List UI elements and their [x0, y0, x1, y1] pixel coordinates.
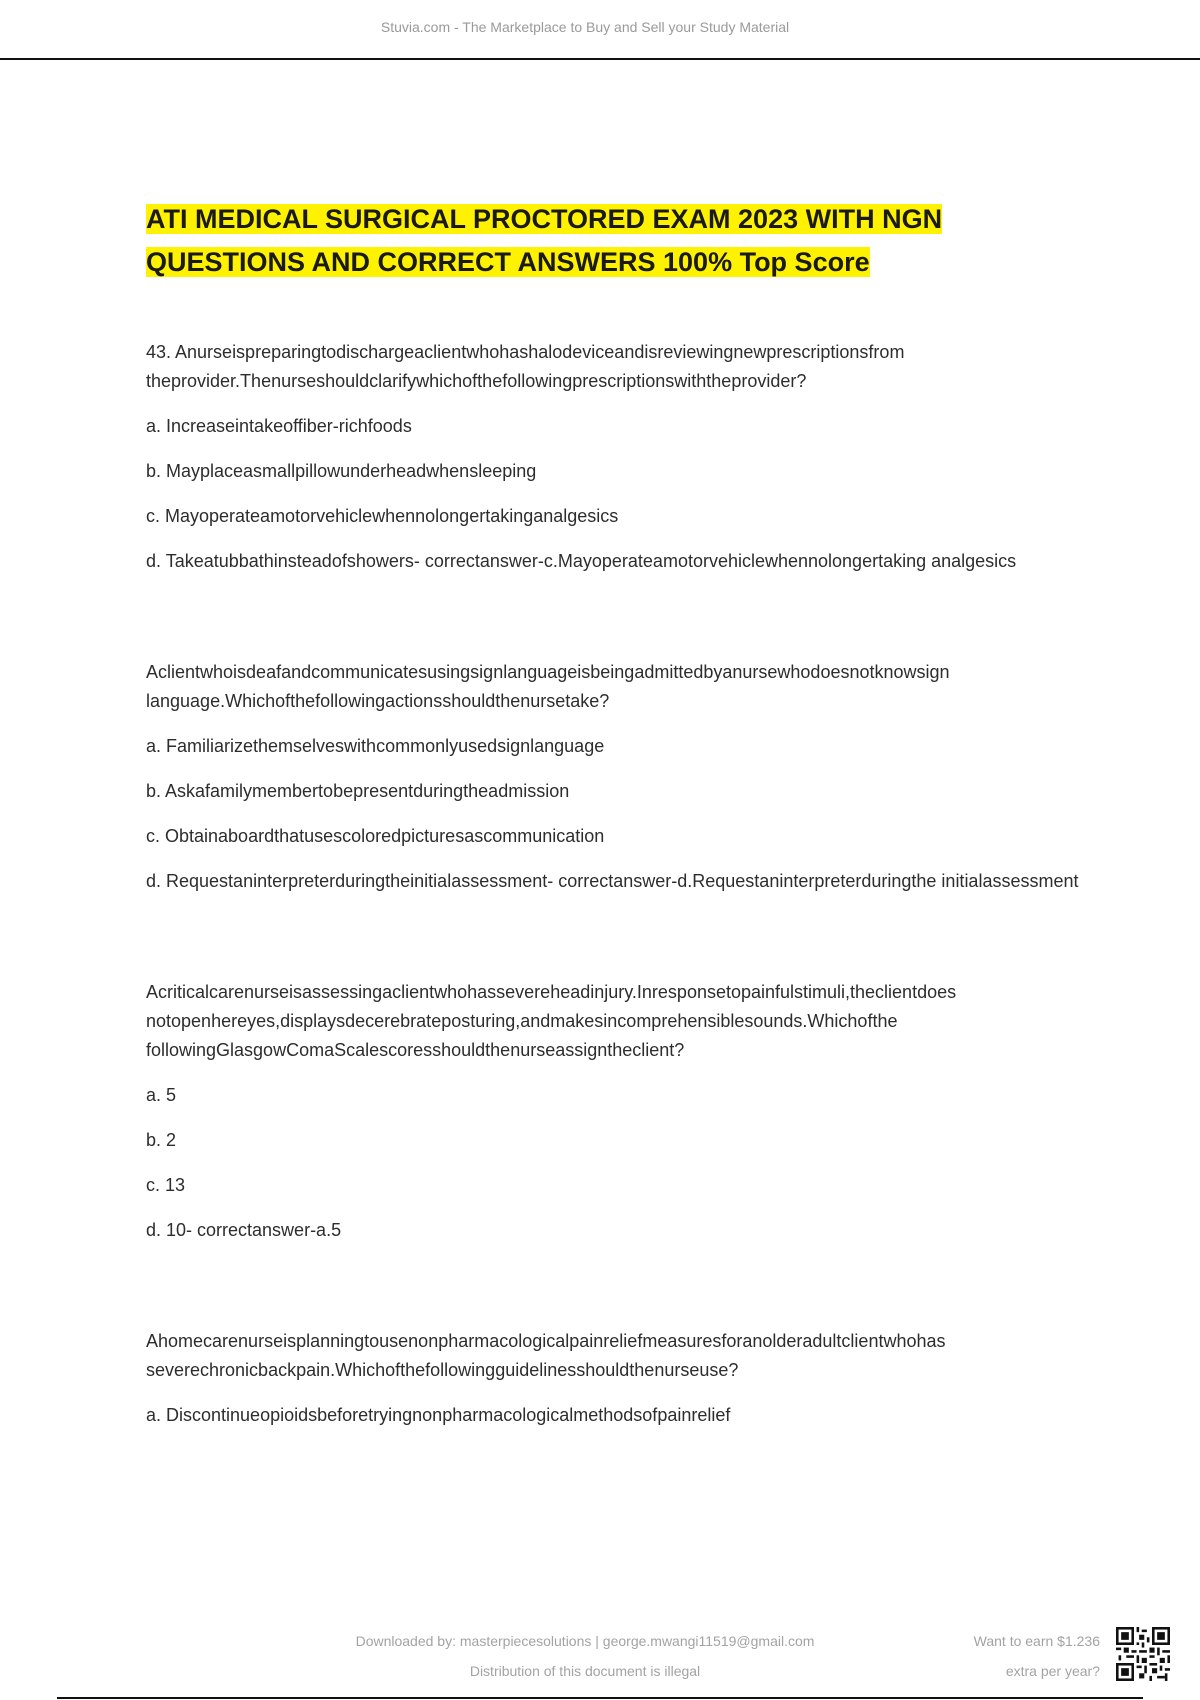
question-text: Acriticalcarenurseisassessingaclientwhohassevereheadinjury.Inresponsetopainfulstimuli,theclientdoes notopenhereyes,displaysdecerebrateposturing,andmakesincomprehensiblesounds.Whichofthe followingGlasgowComaScalescoresshouldthenurseassigntheclient?: [146, 982, 957, 1060]
answer-option: d. Takeatubbathinsteadofshowers- correctanswer-c.Mayoperateamotorvehiclewhennolongertaking analgesics: [146, 551, 1017, 571]
footer-distribution-notice: Distribution of this document is illegal: [469, 1663, 701, 1679]
answer-option: a. 5: [146, 1085, 177, 1105]
document-body: [146, 198, 1086, 1446]
spacer: [146, 1261, 1086, 1327]
spacer: [146, 912, 1086, 978]
answer-option: a. Familiarizethemselveswithcommonlyusedsignlanguage: [146, 736, 605, 756]
question-block-3: [146, 978, 1086, 1245]
answer-option: d. 10- correctanswer-a.5: [146, 1220, 342, 1240]
document-title: [146, 198, 1086, 284]
question-block-2: [146, 658, 1086, 896]
question-block-4: [146, 1327, 1086, 1430]
page-header: [0, 0, 1200, 60]
footer-earn-line-1[interactable]: Want to earn $1.236: [973, 1633, 1100, 1649]
question-text: Aclientwhoisdeafandcommunicatesusingsignlanguageisbeingadmittedbyanursewhodoesnotknowsign language.Whichofthefollowingactionsshouldthenursetake?: [146, 662, 950, 711]
title-line-2: QUESTIONS AND CORRECT ANSWERS 100% Top Score: [146, 247, 870, 277]
spacer: [146, 592, 1086, 658]
question-text: Ahomecarenurseisplanningtousenonpharmacologicalpainreliefmeasuresforanolderadultclientwhohas severechronicbackpain.Whichofthefollowingguidelinesshouldthenurseuse?: [146, 1331, 946, 1380]
answer-option: b. 2: [146, 1130, 177, 1150]
title-line-1: ATI MEDICAL SURGICAL PROCTORED EXAM 2023 WITH NGN: [146, 204, 943, 234]
footer-earn-line-2[interactable]: extra per year?: [1005, 1663, 1100, 1679]
question-text: 43. Anurseispreparingtodischargeaclientwhohashalodeviceandisreviewingnewprescriptionsfrom theprovider.Thenurseshouldclarifywhichofthefollowingprescriptionswiththeprovider?: [146, 342, 905, 391]
answer-option: d. Requestaninterpreterduringtheinitialassessment- correctanswer-d.Requestaninterpreterduringthe initialassessment: [146, 871, 1079, 891]
answer-option: c. 13: [146, 1175, 186, 1195]
answer-option: c. Mayoperateamotorvehiclewhennolongertakinganalgesics: [146, 506, 619, 526]
question-block-1: [146, 338, 1086, 576]
answer-option: a. Discontinueopioidsbeforetryingnonpharmacologicalmethodsofpainrelief: [146, 1405, 731, 1425]
qr-code-icon[interactable]: [1116, 1626, 1170, 1682]
answer-option: b. Mayplaceasmallpillowunderheadwhensleeping: [146, 461, 537, 481]
footer-downloaded-by: Downloaded by: masterpiecesolutions | george.mwangi11519@gmail.com: [355, 1633, 815, 1649]
header-site-text: Stuvia.com - The Marketplace to Buy and Sell your Study Material: [380, 19, 790, 35]
answer-option: a. Increaseintakeoffiber-richfoods: [146, 416, 412, 436]
answer-option: c. Obtainaboardthatusescoloredpicturesascommunication: [146, 826, 605, 846]
footer-rule: [57, 1697, 1143, 1699]
answer-option: b. Askafamilymembertobepresentduringtheadmission: [146, 781, 570, 801]
